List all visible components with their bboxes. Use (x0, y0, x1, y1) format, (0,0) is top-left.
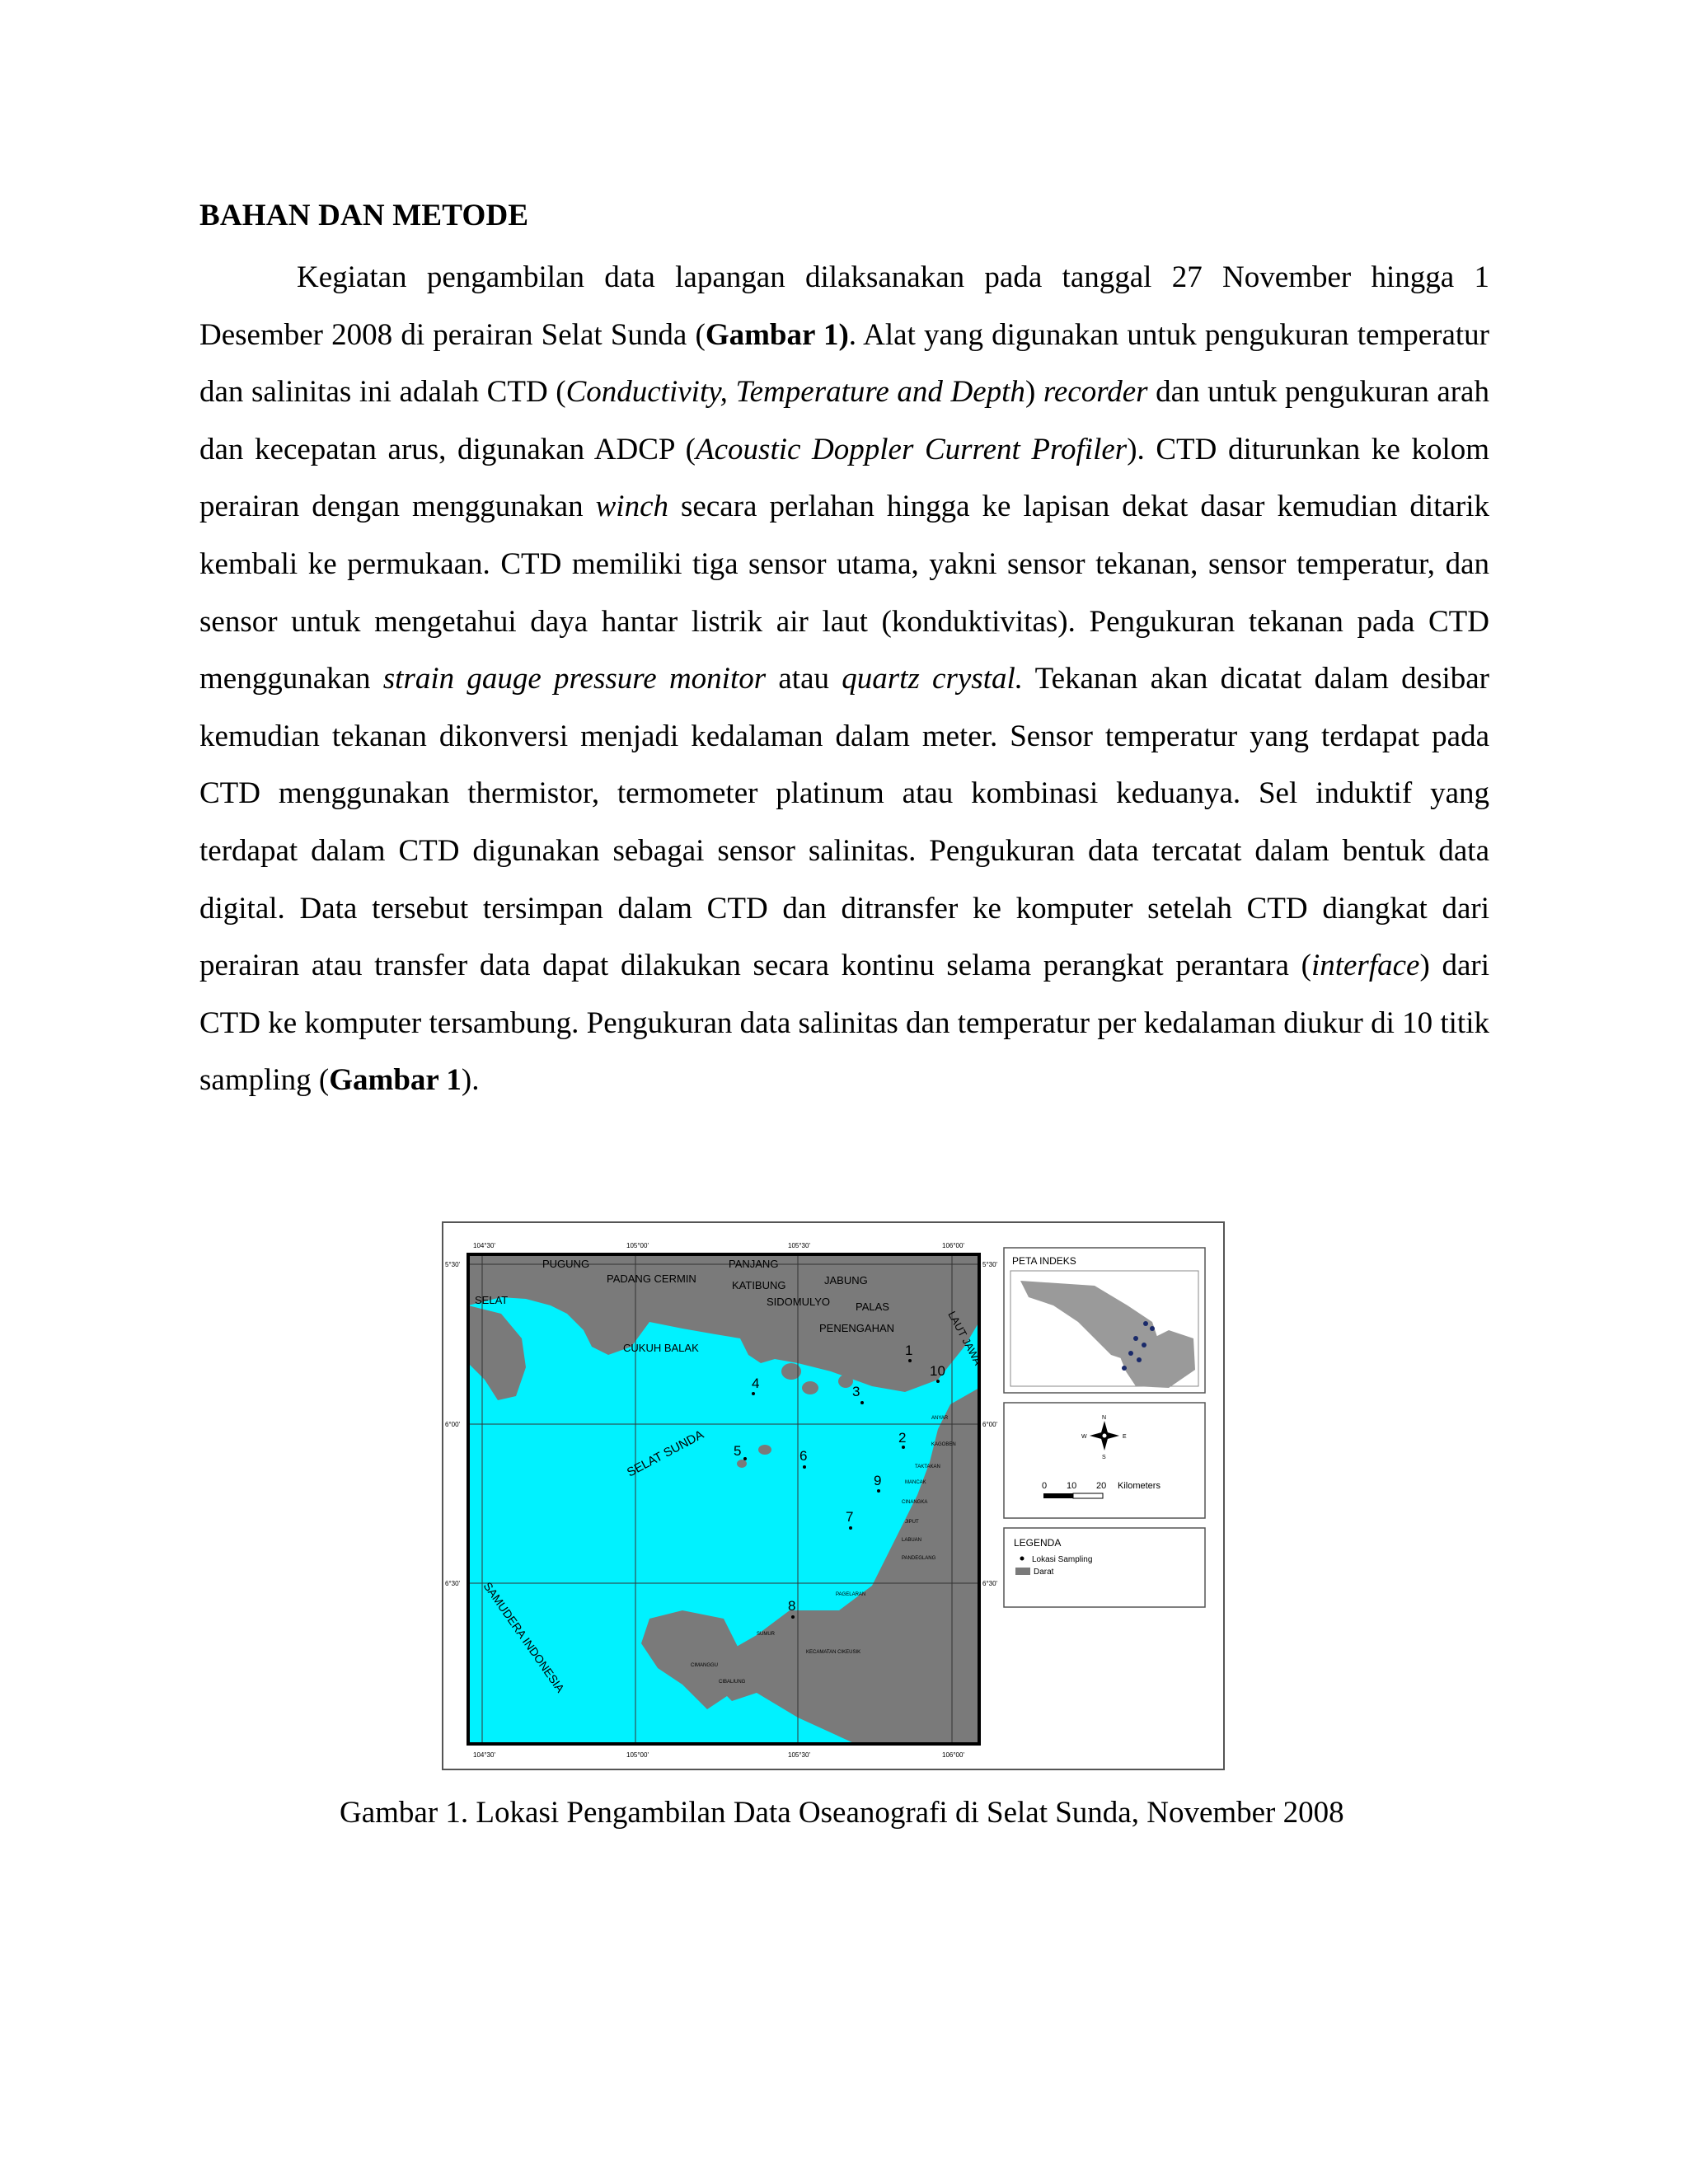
index-map-panel (1004, 1248, 1205, 1393)
index-point (1150, 1326, 1155, 1331)
scale-unit: Kilometers (1118, 1481, 1160, 1491)
paragraph-text (199, 249, 1489, 1109)
island (838, 1375, 853, 1388)
scale-tick: 0 (1042, 1481, 1048, 1491)
legend-sampling-marker (1020, 1557, 1025, 1561)
place-label: CIBALIUNG (719, 1680, 746, 1685)
station-label: 5 (734, 1443, 742, 1459)
lat-tick-label: 5°30' (982, 1261, 998, 1268)
compass-e: E (1123, 1434, 1127, 1440)
place-label: JIPUT (905, 1520, 919, 1525)
place-label: TAKTAKAN (915, 1465, 940, 1469)
compass-n: N (1102, 1415, 1107, 1421)
legend-land-label: Darat (1034, 1568, 1054, 1577)
italic-term: Acoustic Doppler Current Profiler (696, 432, 1128, 466)
place-label: CUKUH BALAK (623, 1342, 699, 1354)
lon-tick-label: 105°00' (626, 1242, 649, 1249)
text-run: . Alat yang digunakan untuk pengukuran temperatur dan salinitas ini adalah CTD ( (199, 317, 1489, 410)
map-svg (443, 1223, 1223, 1769)
section-heading: BAHAN DAN METODE (199, 199, 529, 232)
station-dot (752, 1392, 755, 1395)
legend-panel (1004, 1528, 1205, 1607)
text-run: Tekanan akan dicatat dalam desibar kemudian tekanan dikonversi menjadi kedalaman dalam meter. Sensor temperatur yang terdapat pada CTD menggunakan thermistor, termometer platinum atau kombinasi keduanya. Sel induktif yang terdapat dalam CTD digunakan sebagai sensor salinitas. Pengukuran data tercatat dalam bentuk data digital. Data tersebut tersimpan dalam CTD dan ditransfer ke komputer setelah CTD diangkat dari perairan atau transfer data dapat dilakukan secara kontinu selama perangkat perantara ( (199, 662, 1489, 983)
island (737, 1460, 747, 1468)
text-run: ) (1025, 375, 1043, 410)
legend-land-swatch (1015, 1568, 1030, 1575)
scale-tick: 10 (1067, 1481, 1077, 1491)
italic-term: strain gauge pressure monitor (382, 662, 767, 696)
place-label: PENENGAHAN (819, 1322, 895, 1334)
place-label: SELAT SUNDA (624, 1427, 706, 1480)
lon-tick-label: 106°00' (942, 1751, 964, 1759)
place-label: PALAS (856, 1301, 889, 1313)
scale-segment (1043, 1493, 1073, 1498)
island (851, 1361, 860, 1370)
text-run: secara perlahan hingga ke lapisan dekat dasar kemudian ditarik kembali ke permukaan. CTD memiliki tiga sensor utama, yakni sensor tekanan, sensor temperatur, dan sensor untuk mengetahui daya hantar listrik air laut (konduktivitas). Pengukuran tekanan pada CTD menggunakan (199, 490, 1489, 696)
index-point (1128, 1351, 1133, 1356)
lat-tick-label: 6°00' (445, 1421, 461, 1428)
scale-tick: 20 (1096, 1481, 1107, 1491)
station-label: 9 (874, 1473, 882, 1488)
island-panaitan (673, 1630, 709, 1653)
lon-tick-label: 106°00' (942, 1242, 964, 1249)
station-label: 3 (852, 1384, 860, 1399)
index-point (1122, 1366, 1127, 1371)
station-dot (936, 1380, 940, 1383)
place-label: LABUAN (902, 1538, 922, 1543)
lon-tick-label: 104°30' (473, 1242, 495, 1249)
station-dot (860, 1401, 864, 1404)
place-label: CIMANGGU (691, 1663, 718, 1668)
station-label: 10 (930, 1363, 945, 1379)
station-label: 2 (898, 1430, 907, 1446)
place-label: CINANGKA (902, 1500, 928, 1505)
place-label: SIDOMULYO (767, 1296, 831, 1308)
station-label: 7 (846, 1509, 854, 1525)
station-label: 6 (799, 1448, 808, 1464)
lat-tick-label: 6°30' (445, 1580, 461, 1587)
place-label: JABUNG (824, 1274, 868, 1286)
text-run: dan untuk pengukuran arah dan kecepatan arus, digunakan ADCP ( (199, 375, 1489, 466)
italic-term: recorder (1043, 375, 1148, 410)
text-run: Kegiatan pengambilan data lapangan dilaksanakan pada tanggal 27 November hingga 1 Desember 2008 di perairan Selat Sunda ( (199, 260, 1489, 352)
lon-tick-label: 105°00' (626, 1751, 649, 1759)
lat-tick-label: 5°30' (445, 1261, 461, 1268)
italic-term: quartz crystal. (842, 662, 1023, 696)
place-label: ANYAR (931, 1416, 949, 1421)
lon-tick-label: 105°30' (788, 1751, 810, 1759)
station-label: 8 (788, 1598, 796, 1614)
figure-caption: Gambar 1. Lokasi Pengambilan Data Oseanografi di Selat Sunda, November 2008 (340, 1796, 1344, 1830)
lon-tick-label: 105°30' (788, 1242, 810, 1249)
figure-reference: Gambar 1) (705, 317, 849, 352)
place-label: MANCAK (905, 1480, 926, 1485)
italic-term: interface (1311, 949, 1420, 983)
index-point (1133, 1336, 1138, 1341)
station-label: 4 (752, 1376, 760, 1391)
station-dot (849, 1526, 852, 1530)
compass-scale-panel (1004, 1403, 1205, 1518)
place-label: LAUT JAWA (945, 1309, 985, 1367)
text-run: ). CTD diturunkan ke kolom perairan dengan menggunakan (199, 432, 1490, 524)
place-label: KATIBUNG (732, 1279, 786, 1291)
index-point (1143, 1321, 1148, 1326)
text-run: atau (766, 662, 842, 696)
index-map-title: PETA INDEKS (1012, 1255, 1076, 1267)
index-point (1142, 1343, 1146, 1347)
text-run: ). (461, 1063, 480, 1098)
station-label: 1 (905, 1343, 913, 1358)
place-label: SUMUR (757, 1632, 775, 1637)
place-label: PAGELARAN (836, 1592, 866, 1597)
legend-title: LEGENDA (1014, 1537, 1062, 1549)
lon-tick-label: 104°30' (473, 1751, 495, 1759)
station-dot (877, 1489, 880, 1493)
place-label: PADANG CERMIN (607, 1272, 696, 1285)
place-label: SELAT (475, 1294, 509, 1306)
body-paragraph (199, 249, 1489, 1109)
station-dot (791, 1615, 795, 1619)
text-run: ) dari CTD ke komputer tersambung. Pengukuran data salinitas dan temperatur per kedalaman diukur di 10 titik sampling ( (199, 949, 1489, 1098)
italic-term: winch (595, 490, 669, 524)
italic-term: Conductivity, Temperature and Depth (565, 375, 1025, 410)
figure-map (442, 1221, 1225, 1770)
place-label: PUGUNG (542, 1258, 590, 1270)
figure-reference: Gambar 1 (329, 1063, 462, 1098)
compass-s: S (1102, 1455, 1106, 1460)
place-label: KAGOBEN (931, 1442, 956, 1447)
station-dot (743, 1457, 747, 1460)
station-dot (803, 1465, 806, 1469)
station-dot (902, 1446, 905, 1449)
lat-tick-label: 6°00' (982, 1421, 998, 1428)
place-label: PANJANG (729, 1258, 779, 1270)
main-map (445, 1242, 998, 1759)
index-point (1137, 1357, 1142, 1362)
compass-w: W (1081, 1434, 1087, 1440)
place-label: KECAMATAN CIKEUSIK (806, 1650, 861, 1655)
scale-segment (1073, 1493, 1103, 1498)
station-dot (908, 1359, 912, 1362)
island (758, 1445, 771, 1455)
island (712, 1316, 722, 1324)
place-label: PANDEGLANG (902, 1556, 936, 1561)
lat-tick-label: 6°30' (982, 1580, 998, 1587)
legend-sampling-label: Lokasi Sampling (1032, 1555, 1093, 1564)
compass-center (1102, 1433, 1107, 1438)
place-label: SAMUDERA INDONESIA (481, 1579, 568, 1695)
island (802, 1381, 818, 1394)
